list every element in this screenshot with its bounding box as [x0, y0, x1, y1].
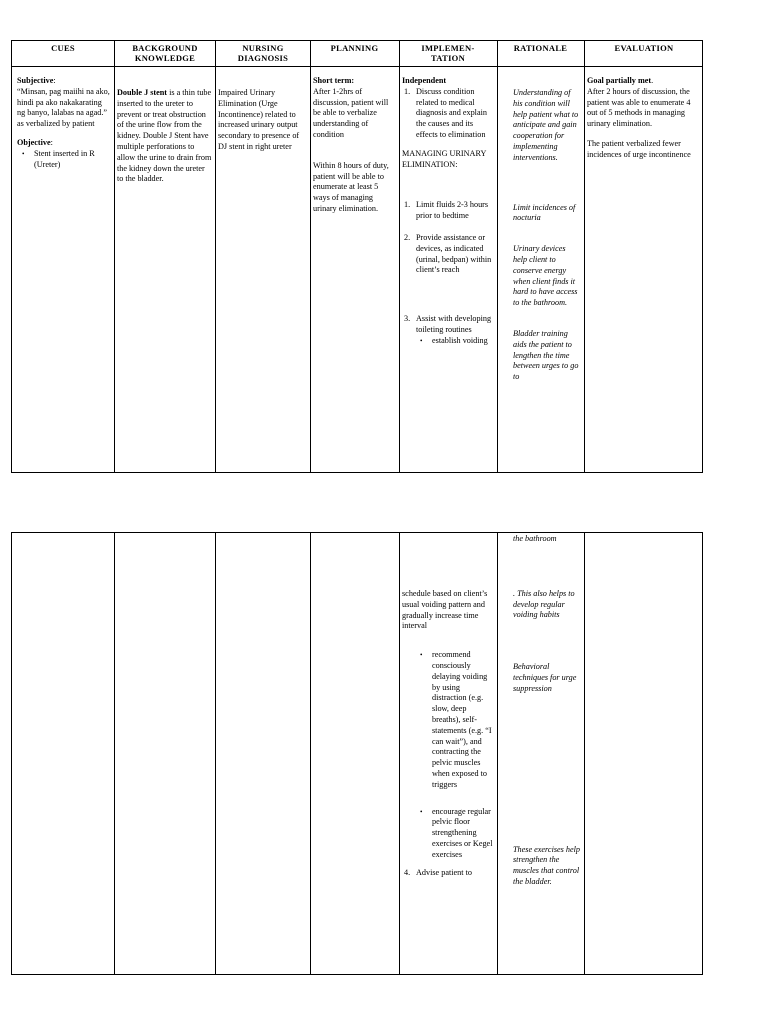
implementation-item: 2. Provide assistance or devices, as indicated (urinal, bedpan) within client’s reach	[404, 232, 492, 275]
objective-label: Objective	[17, 137, 51, 147]
implementation-cell-continued	[402, 589, 494, 878]
diagnosis-cell	[218, 88, 308, 153]
rationale-cell	[513, 88, 580, 383]
implementation-item: 1. Limit fluids 2-3 hours prior to bedtime	[404, 200, 489, 221]
header-background-knowledge: BACKGROUND KNOWLEDGE	[132, 43, 198, 63]
implementation-bullet: • recommend consciously delaying voiding by using distraction (e.g. slow, deep breaths), self-statements (e.g. “I can wait”), and contracting the pelvic muscles when exposed to triggers	[420, 650, 492, 789]
implementation-item: 3. Assist with developing toileting routines	[404, 314, 492, 334]
evaluation-text-2: The patient verbalized fewer incidences of urge incontinence	[587, 138, 691, 159]
objective-item: • Stent inserted in R (Ureter)	[22, 148, 95, 169]
column-divider	[584, 41, 585, 472]
goal-status: Goal partially met	[587, 76, 652, 85]
subjective-label: Subjective	[17, 76, 54, 85]
short-term-label: Short term:	[313, 76, 355, 85]
evaluation-cell: Goal partially met. After 2 hours of discussion, the patient was able to enumerate 4 out of 5 methods in managing urinary elimination. The patient verbalized fewer incidences of urge incontinence	[587, 76, 702, 161]
rationale-4-continued: the bathroom	[513, 534, 557, 543]
implementation-cell	[402, 76, 494, 347]
rationale-5: . This also helps to develop regular voiding habits	[513, 588, 575, 620]
background-text: is a thin tube inserted to the ureter to prevent or treat obstruction of the urine flow from the kidney. Double J Stent have multiple perforations to allow the urine to drain from the kidney down the ureter to the bladder.	[117, 88, 212, 184]
header-nursing-diagnosis: NURSING DIAGNOSIS	[237, 43, 289, 63]
rationale-7: These exercises help strengthen the muscles that control the bladder.	[513, 844, 580, 886]
column-divider	[215, 41, 216, 472]
rationale-3: Urinary devices help client to conserve energy when client finds it hard to have access to the bathroom.	[513, 244, 578, 308]
column-divider	[497, 533, 498, 974]
header-implementation: IMPLEMEN-TATION	[421, 43, 475, 63]
planning-cell	[313, 76, 397, 215]
independent-label: Independent	[402, 76, 447, 85]
rationale-2: Limit incidences of nocturia	[513, 202, 576, 223]
column-divider	[215, 533, 216, 974]
subjective-text: “Minsan, pag maiihi na ako, hindi pa ako nakakarating ng banyo, lalabas na agad.” as verbalized by patient	[17, 86, 110, 129]
planning-goal-1: After 1-2hrs of discussion, patient will be able to verbalize understanding of condition	[313, 86, 389, 139]
rationale-cell-continued	[513, 534, 580, 888]
header-cues: CUES	[51, 43, 75, 53]
header-evaluation: EVALUATION	[614, 43, 674, 53]
column-divider	[399, 533, 400, 974]
implementation-item: 1. Discuss condition related to medical diagnosis and explain the causes and its effects to elimination	[404, 86, 487, 139]
rationale-4: Bladder training aids the patient to lengthen the time between urges to go to	[513, 328, 579, 382]
care-plan-table-page-2	[11, 532, 703, 975]
implementation-bullet: • encourage regular pelvic floor strengthening exercises or Kegel exercises	[420, 806, 493, 859]
header-rationale: RATIONALE	[513, 43, 568, 53]
care-plan-table-page-1	[11, 40, 703, 473]
header-divider	[12, 66, 702, 67]
diagnosis-text: Impaired Urinary Elimination (Urge Incontinence) related to increased urinary output secondary to presence of DJ stent in right ureter	[218, 88, 300, 151]
column-divider	[310, 41, 311, 472]
background-cell	[117, 88, 212, 185]
implementation-continued-text: schedule based on client’s usual voiding pattern and gradually increase time interval	[402, 589, 488, 631]
evaluation-text-1: After 2 hours of discussion, the patient was able to enumerate 4 out of 5 methods in managing urinary elimination.	[587, 86, 691, 129]
implementation-bullet: • establish voiding	[420, 335, 488, 345]
column-divider	[584, 533, 585, 974]
managing-heading: MANAGING URINARY ELIMINATION:	[402, 148, 487, 169]
cues-cell: Subjective: “Minsan, pag maiihi na ako, hindi pa ako nakakarating ng banyo, lalabas na agad.” as verbalized by patient Objective: • Stent inserted in R (Ureter)	[17, 76, 112, 170]
column-divider	[114, 533, 115, 974]
rationale-1: Understanding of his condition will help patient what to anticipate and gain cooperation for implementing interventions.	[513, 88, 579, 162]
planning-goal-2: Within 8 hours of duty, patient will be able to enumerate at least 5 ways of managing urinary elimination.	[313, 160, 389, 213]
column-divider	[399, 41, 400, 472]
column-divider	[114, 41, 115, 472]
header-planning: PLANNING	[330, 43, 379, 53]
double-j-stent-term: Double J stent	[117, 88, 168, 97]
implementation-item: 4. Advise patient to	[404, 867, 472, 877]
column-divider	[497, 41, 498, 472]
column-divider	[310, 533, 311, 974]
rationale-6: Behavioral techniques for urge suppression	[513, 662, 577, 693]
